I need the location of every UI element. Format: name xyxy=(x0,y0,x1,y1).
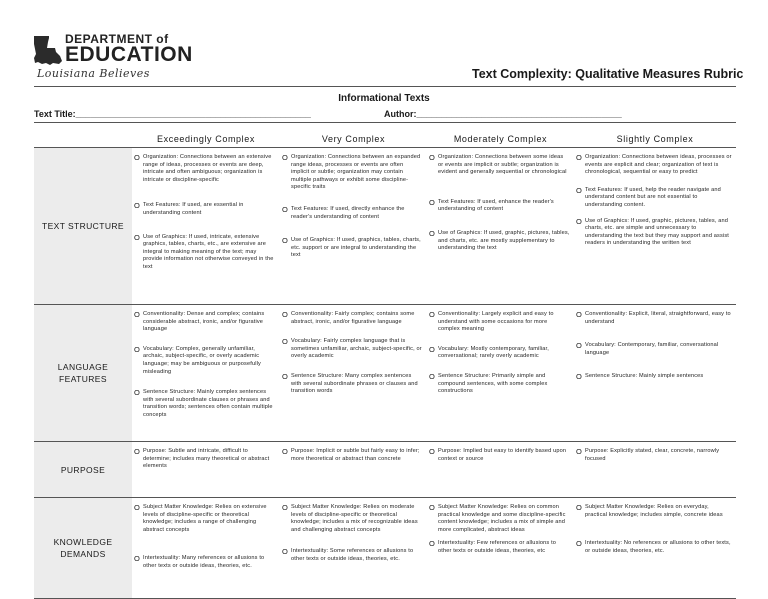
rubric-criterion xyxy=(282,338,423,361)
bullet-circle-icon: O xyxy=(134,153,140,162)
rubric-title: Text Complexity: Qualitative Measures Rubric xyxy=(472,67,744,81)
rubric-criterion xyxy=(576,540,732,555)
column-header: Moderately Complex xyxy=(427,130,574,148)
rubric-cell xyxy=(427,498,574,599)
criterion-text: Intertextuality: Some references or allusions to other texts or outside ideas, theories, etc. xyxy=(291,548,414,562)
rubric-criterion xyxy=(134,202,276,217)
criterion-text: Use of Graphics: If used, graphics, tables, charts, etc. support or are integral to understanding the text xyxy=(291,237,421,259)
criterion-text: Subject Matter Knowledge: Relies on extensive levels of discipline-specific or theoretical knowledge; includes a range of challenging abstract concepts xyxy=(143,504,267,533)
rubric-criterion xyxy=(282,548,423,563)
rubric-criterion xyxy=(134,448,276,471)
rubric-criterion xyxy=(282,373,423,396)
criterion-text: Purpose: Explicitly stated, clear, concrete, narrowly focused xyxy=(585,448,720,462)
rubric-cell xyxy=(132,442,280,498)
rubric-criterion xyxy=(134,389,276,419)
criterion-text: Conventionality: Explicit, literal, straightforward, easy to understand xyxy=(585,311,731,325)
bullet-circle-icon: O xyxy=(576,447,582,456)
bullet-circle-icon: O xyxy=(282,153,288,162)
rubric-cell xyxy=(280,305,427,442)
bullet-circle-icon: O xyxy=(282,204,288,214)
rubric-criterion xyxy=(134,555,276,570)
criterion-text: Subject Matter Knowledge: Relies on everyday, practical knowledge; includes simple, concrete ideas xyxy=(585,504,723,518)
rubric-criterion xyxy=(576,342,732,357)
rubric-criterion xyxy=(576,218,732,248)
bullet-circle-icon: O xyxy=(134,554,140,564)
bullet-circle-icon: O xyxy=(576,153,582,162)
bullet-circle-icon: O xyxy=(429,197,435,207)
bullet-circle-icon: O xyxy=(576,539,582,549)
rubric-cell xyxy=(132,305,280,442)
criterion-text: Intertextuality: No references or allusions to other texts, or outside ideas, theories, etc. xyxy=(585,540,731,554)
criterion-text: Organization: Connections between some ideas or events are implicit or subtle; organization is evident and generally sequential or chronological xyxy=(438,154,567,176)
rubric-row xyxy=(34,305,736,442)
criterion-text: Vocabulary: Contemporary, familiar, conversational language xyxy=(585,342,719,356)
criterion-text: Purpose: Implied but easy to identify based upon context or source xyxy=(438,448,567,462)
bullet-circle-icon: O xyxy=(576,216,582,226)
bullet-circle-icon: O xyxy=(282,371,288,381)
rubric-criterion xyxy=(576,373,732,381)
column-header: Very Complex xyxy=(280,130,427,148)
rubric-criterion xyxy=(576,154,732,177)
bullet-circle-icon: O xyxy=(134,447,140,456)
criterion-text: Sentence Structure: Mainly complex sentences with several subordinate clauses or phrases and transition words; sentences often contain multiple concepts xyxy=(143,389,273,418)
header-divider xyxy=(34,86,736,87)
bullet-circle-icon: O xyxy=(429,344,435,354)
criterion-text: Text Features: If used, help the reader navigate and understand content but are not essential to understanding content. xyxy=(585,186,721,208)
bullet-circle-icon: O xyxy=(134,344,140,354)
bullet-circle-icon: O xyxy=(134,201,140,211)
rubric-criterion xyxy=(576,448,732,463)
logo-tagline: Louisiana Believes xyxy=(37,67,150,80)
rubric-criterion xyxy=(429,504,570,534)
fields-divider xyxy=(34,122,736,123)
column-header: Slightly Complex xyxy=(574,130,736,148)
rubric-criterion xyxy=(134,234,276,272)
rubric-category: TEXT STRUCTURE xyxy=(34,148,132,305)
rubric-cell xyxy=(427,148,574,305)
rubric-row xyxy=(34,442,736,498)
rubric-criterion xyxy=(429,346,570,361)
bullet-circle-icon: O xyxy=(134,232,140,242)
logo-department-text: DEPARTMENT of xyxy=(65,32,169,46)
rubric-criterion xyxy=(134,154,276,184)
criterion-text: Use of Graphics: If used, graphic, pictures, tables, and charts, etc. are simple and unnecessary to understanding the text but they may support and assist readers in understanding the written text xyxy=(585,217,729,247)
rubric-criterion xyxy=(429,373,570,396)
rubric-criterion xyxy=(429,540,570,555)
criterion-text: Sentence Structure: Many complex sentences with several subordinate phrases or clauses and transition words xyxy=(291,372,418,395)
bullet-circle-icon: O xyxy=(282,547,288,557)
bullet-circle-icon: O xyxy=(576,341,582,351)
rubric-cell xyxy=(280,148,427,305)
bullet-circle-icon: O xyxy=(282,447,288,456)
rubric-cell xyxy=(280,498,427,599)
rubric-corner-cell xyxy=(34,130,132,148)
criterion-text: Purpose: Subtle and intricate, difficult to determine; includes many theoretical or abstract elements xyxy=(143,448,270,470)
rubric-cell xyxy=(574,442,736,498)
bullet-circle-icon: O xyxy=(282,337,288,347)
bullet-circle-icon: O xyxy=(576,503,582,512)
louisiana-doe-logo xyxy=(33,30,193,80)
rubric-table xyxy=(34,130,736,599)
rubric-cell xyxy=(280,442,427,498)
criterion-text: Organization: Connections between an expanded range ideas, processes or events are often implicit or subtle; organization may contain multiple pathways or exhibit some discipline-specific traits xyxy=(291,154,421,191)
bullet-circle-icon: O xyxy=(576,310,582,319)
rubric-cell xyxy=(574,148,736,305)
rubric-criterion xyxy=(134,346,276,376)
criterion-text: Purpose: Implicit or subtle but fairly easy to infer; more theoretical or abstract than concrete xyxy=(291,448,420,462)
criterion-text: Conventionality: Largely explicit and easy to understand with some occasions for more complex meaning xyxy=(438,311,554,333)
criterion-text: Vocabulary: Complex, generally unfamiliar, archaic, subject-specific, or overly academic language; may be ambiguous or purposefully misleading xyxy=(143,345,261,375)
criterion-text: Sentence Structure: Mainly simple sentences xyxy=(585,373,704,380)
criterion-text: Conventionality: Fairly complex; contains some abstract, ironic, and/or figurative language xyxy=(291,311,415,325)
rubric-cell xyxy=(132,148,280,305)
rubric-cell xyxy=(132,498,280,599)
criterion-text: Sentence Structure: Primarily simple and compound sentences, with some complex constructions xyxy=(438,372,548,395)
rubric-category: LANGUAGE FEATURES xyxy=(34,305,132,442)
rubric-criterion xyxy=(429,230,570,253)
criterion-text: Organization: Connections between an extensive range of ideas, processes or events are deep, intricate and often ambiguous; organization is intricate or discipline-specific xyxy=(143,154,272,183)
rubric-criterion xyxy=(576,187,732,210)
rubric-criterion xyxy=(282,154,423,192)
criterion-text: Conventionality: Dense and complex; contains considerable abstract, ironic, and/or figurative language xyxy=(143,311,265,333)
author-field[interactable]: Author:_________________________________________ xyxy=(384,109,622,119)
bullet-circle-icon: O xyxy=(576,185,582,195)
criterion-text: Organization: Connections between ideas, processes or events are explicit and clear; organization of text is chronological, sequential or easy to predict xyxy=(585,154,732,176)
document-subtitle: Informational Texts xyxy=(338,93,430,104)
bullet-circle-icon: O xyxy=(134,503,140,512)
rubric-category: PURPOSE xyxy=(34,442,132,498)
rubric-criterion xyxy=(429,199,570,214)
bullet-circle-icon: O xyxy=(429,310,435,319)
rubric-criterion xyxy=(282,206,423,221)
rubric-criterion xyxy=(576,311,732,326)
criterion-text: Subject Matter Knowledge: Relies on common practical knowledge and some discipline-specific content knowledge; includes a mix of simple and more complicated, abstract ideas xyxy=(438,504,566,533)
bullet-circle-icon: O xyxy=(282,310,288,319)
bullet-circle-icon: O xyxy=(429,371,435,381)
criterion-text: Text Features: If used, directly enhance the reader's understanding of content xyxy=(291,205,405,220)
criterion-text: Text Features: If used, are essential in understanding content xyxy=(143,202,244,216)
bullet-circle-icon: O xyxy=(429,447,435,456)
logo-education-text: EDUCATION xyxy=(65,43,193,66)
bullet-circle-icon: O xyxy=(282,236,288,246)
rubric-row xyxy=(34,498,736,599)
louisiana-state-icon xyxy=(33,34,63,66)
criterion-text: Intertextuality: Few references or allusions to other texts or outside ideas, theories, etc xyxy=(438,540,557,554)
criterion-text: Vocabulary: Fairly complex language that is sometimes unfamiliar, archaic, subject-specific, or overly academic xyxy=(291,338,422,360)
bullet-circle-icon: O xyxy=(134,388,140,398)
criterion-text: Intertextuality: Many references or allusions to other texts or outside ideas, theories, etc. xyxy=(143,555,265,569)
criterion-text: Use of Graphics: If used, intricate, extensive graphics, tables, charts, etc., are extensive are integral to making meaning of the text; may provide information not otherwise conveyed in the text xyxy=(143,233,274,270)
rubric-criterion xyxy=(282,504,423,534)
rubric-criterion xyxy=(134,311,276,334)
bullet-circle-icon: O xyxy=(429,503,435,512)
bullet-circle-icon: O xyxy=(576,372,582,382)
text-title-field[interactable]: Text Title:_______________________________________________ xyxy=(34,109,311,119)
criterion-text: Text Features: If used, enhance the reader's understanding of content xyxy=(438,198,554,213)
criterion-text: Subject Matter Knowledge: Relies on moderate levels of discipline-specific or theoretical knowledge; includes a mix of recognizable ideas and challenging abstract concepts xyxy=(291,504,418,533)
rubric-cell xyxy=(427,305,574,442)
rubric-criterion xyxy=(576,504,732,519)
rubric-criterion xyxy=(282,311,423,326)
rubric-criterion xyxy=(282,237,423,260)
rubric-cell xyxy=(574,498,736,599)
column-header: Exceedingly Complex xyxy=(132,130,280,148)
rubric-header-row xyxy=(34,130,736,148)
bullet-circle-icon: O xyxy=(429,153,435,162)
rubric-criterion xyxy=(134,504,276,534)
criterion-text: Use of Graphics: If used, graphic, pictures, tables, and charts, etc. are mostly supplementary to understanding the text xyxy=(438,229,570,252)
rubric-criterion xyxy=(429,311,570,334)
bullet-circle-icon: O xyxy=(429,539,435,549)
bullet-circle-icon: O xyxy=(134,310,140,319)
rubric-category: KNOWLEDGE DEMANDS xyxy=(34,498,132,599)
criterion-text: Vocabulary: Mostly contemporary, familiar, conversational; rarely overly academic xyxy=(438,345,549,360)
rubric-criterion xyxy=(429,448,570,463)
rubric-criterion xyxy=(282,448,423,463)
rubric-row xyxy=(34,148,736,305)
rubric-cell xyxy=(574,305,736,442)
bullet-circle-icon: O xyxy=(429,228,435,238)
bullet-circle-icon: O xyxy=(282,503,288,512)
rubric-criterion xyxy=(429,154,570,177)
rubric-cell xyxy=(427,442,574,498)
